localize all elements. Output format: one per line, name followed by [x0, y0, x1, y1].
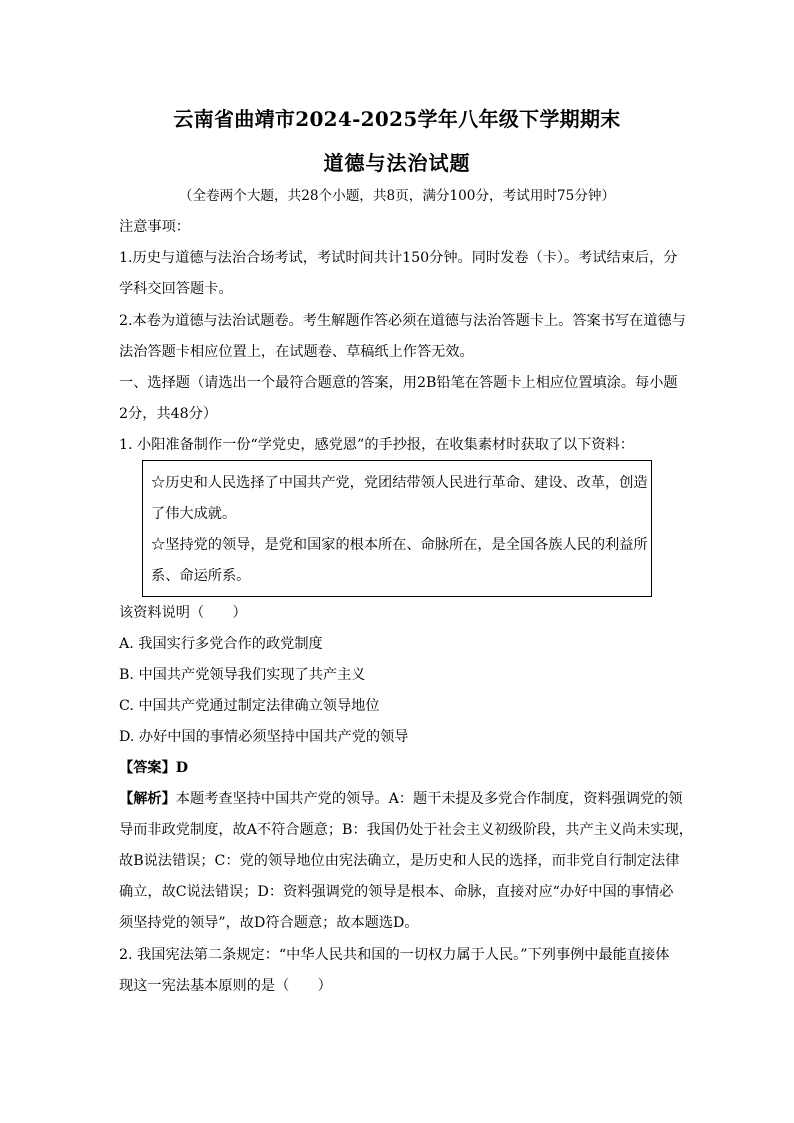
note-2-line-2: 法治答题卡相应位置上，在试题卷、草稿纸上作答无效。 — [119, 344, 474, 360]
notes-heading: 注意事项： — [119, 219, 190, 235]
analysis-line-2: 导而非政党制度，故A不符合题意；B：我国仍处于社会主义初级阶段，共产主义尚未实现， — [119, 822, 693, 838]
material-2-line-2: 系、命运所系。 — [151, 568, 251, 584]
option-c: C. 中国共产党通过制定法律确立领导地位 — [119, 698, 380, 714]
analysis-line-4: 确立，故C说法错误；D：资料强调党的领导是根本、命脉，直接对应“办好中国的事情必 — [119, 884, 674, 900]
material-1-line-1: ☆历史和人民选择了中国共产党，党团结带领人民进行革命、建设、改革，创造 — [151, 475, 648, 491]
option-a: A. 我国实行多党合作的政党制度 — [119, 636, 323, 652]
question-1-material-box — [142, 460, 652, 597]
analysis-line-3: 故B说法错误；C：党的领导地位由宪法确立，是历史和人民的选择，而非党自行制定法律 — [119, 853, 680, 869]
option-b: B. 中国共产党领导我们实现了共产主义 — [119, 667, 366, 683]
analysis-label: 【解析】 — [119, 791, 176, 807]
note-1-line-1: 1.历史与道德与法治合场考试，考试时间共计150分钟。同时发卷（卡）。考试结束后，分 — [119, 250, 678, 266]
answer-label: 【答案】D — [119, 760, 189, 776]
section-1-heading-cont: 2分，共48分） — [119, 406, 218, 422]
analysis-line-1 — [119, 789, 683, 809]
analysis-text-1: 本题考查坚持中国共产党的领导。A：题干未提及多党合作制度，资料强调党的领 — [175, 791, 683, 807]
analysis-line-5: 须坚持党的领导”，故D符合题意；故本题选D。 — [119, 915, 419, 931]
question-2-stem-cont: 现这一宪法基本原则的是（ ） — [119, 978, 332, 994]
question-2-stem: 2. 我国宪法第二条规定：“中华人民共和国的一切权力属于人民。”下列事例中最能直接体 — [119, 947, 670, 963]
exam-info: （全卷两个大题，共28个小题，共8页，满分100分，考试用时75分钟） — [178, 188, 616, 204]
question-1-stem: 1. 小阳准备制作一份“学党史，感党恩”的手抄报，在收集素材时获取了以下资料： — [119, 437, 634, 453]
material-1-line-2: 了伟大成就。 — [151, 506, 237, 522]
section-1-heading: 一、选择题（请选出一个最符合题意的答案，用2B铅笔在答题卡上相应位置填涂。每小题 — [119, 375, 678, 391]
exam-title: 云南省曲靖市2024-2025学年八年级下学期期末 — [173, 107, 621, 131]
note-1-line-2: 学科交回答题卡。 — [119, 281, 233, 297]
exam-subtitle: 道德与法治试题 — [323, 151, 471, 175]
question-1-prompt: 该资料说明（ ） — [119, 605, 247, 621]
material-2-line-1: ☆坚持党的领导，是党和国家的根本所在、命脉所在，是全国各族人民的利益所 — [151, 537, 648, 553]
option-d: D. 办好中国的事情必须坚持中国共产党的领导 — [119, 729, 409, 745]
note-2-line-1: 2.本卷为道德与法治试题卷。考生解题作答必须在道德与法治答题卡上。答案书写在道德与 — [119, 313, 686, 329]
